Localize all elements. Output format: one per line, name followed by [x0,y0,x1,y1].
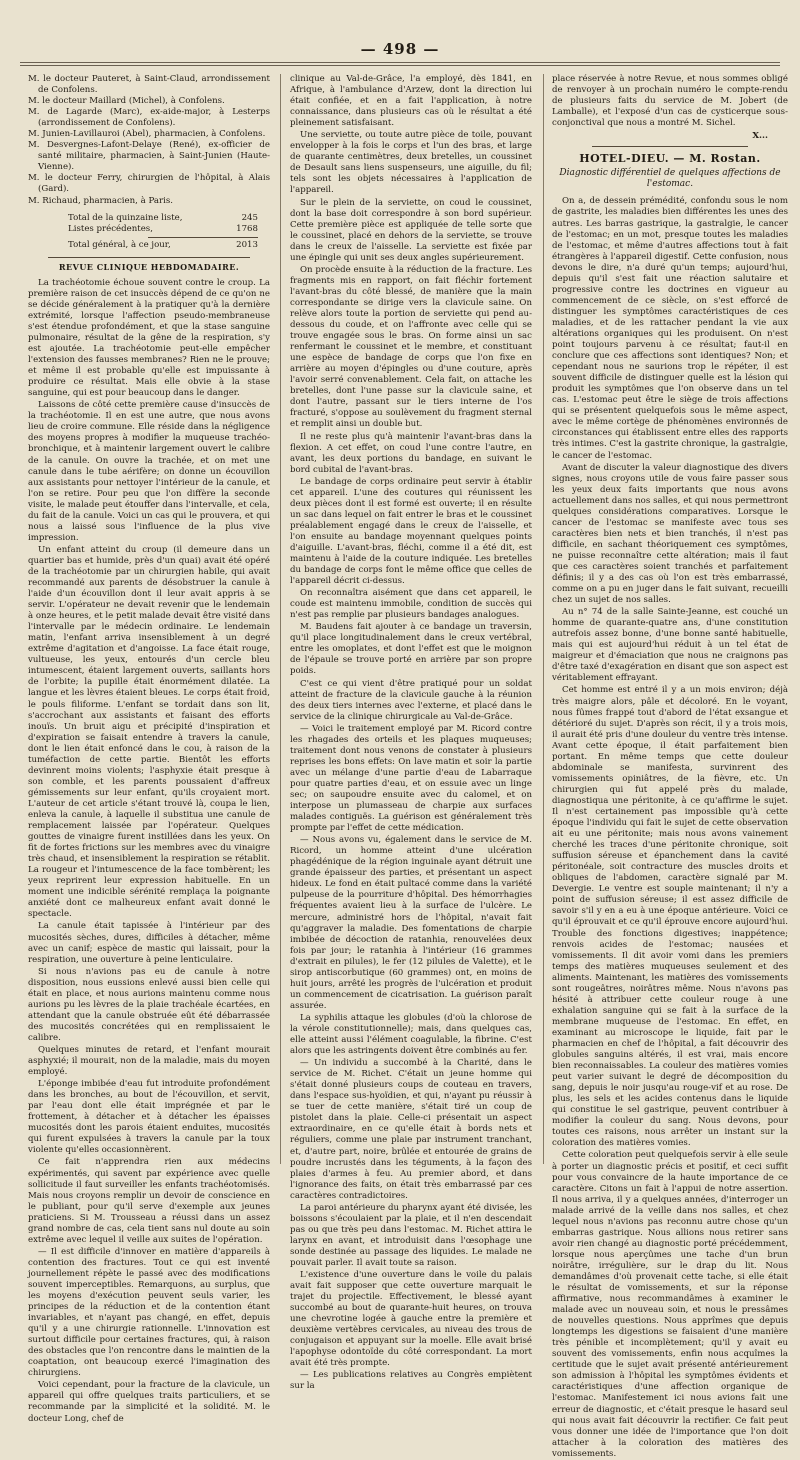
totals-label: Listes précédentes, [68,223,153,234]
totals-rule [148,237,258,238]
list-item: M. Desvergnes-Lafont-Delaye (René), ex-officier de santé militaire, pharmacien, à Saint-Junien (Haute-Vienne). [28,140,270,173]
paragraph: Cette coloration peut quelquefois servir à elle seule à porter un diagnostic précis et positif, et ceci suffit pour vous convaincre de la haute importance de ce caractère. Citons un fait à l'appui de notre assertion. Il nous arriva, il y a quelques années, d'interroger un malade arrivé de la veille dans nos salles, et chez lequel nous n'avions pas reconnu autre chose qu'un embarras gastrique. Nous allions nous retirer sans avoir rien changé au diagnostic porté précédemment, lorsque nous aperçûmes une tache d'un brun noirâtre, irrégulière, sur le drap du lit. Nous demandâmes d'où provenait cette tache, si elle était le résultat de vomissements, et sur la réponse affirmative, nous recommandâmes à examiner le malade avec un nouveau soin, et nous le pressâmes de nouvelles questions. Nous apprîmes que depuis longtemps les digestions se faisaient d'une manière très pénible et incomplètement; qu'il y avait eu souvent des vomissements, enfin nous acquîmes la certitude que le sujet avait présenté antérieurement son admission à l'hôpital les symptômes évidents et caractéristiques d'une affection organique de l'estomac. Manifestement ici nous avions fait une erreur de diagnostic, et c'était presque le hasard seul qui nous avait fait découvrir la rectifier. Ce fait peut vous donner une idée de l'importance que l'on doit attacher à la coloration des matières des vomissements. [552,1150,788,1459]
section-rule [48,257,250,258]
paragraph: Ce fait n'apprendra rien aux médecins expérimentés, qui savent par expérience avec quelle sollicitude il faut surveiller les enfants trachéotomisés. Mais nous croyons remplir un devoir de conscience en le publiant, pour qu'il serve d'exemple aux jeunes praticiens. Si M. Trousseau a réussi dans un assez grand nombre de cas, cela tient sans nul doute au soin extrême avec lequel il veille aux suites de l'opération. [28,1157,270,1245]
paragraph: Voici cependant, pour la fracture de la clavicule, un appareil qui offre quelques traits particuliers, et se recommande par la simplicité et la solidité. M. le docteur Long, chef de [28,1380,270,1424]
column-divider [543,74,544,1164]
paragraph: Si nous n'avions pas eu de canule à notre disposition, nous eussions enlevé aussi bien celle qui était en place, et nous aurions maintenu comme nous aurions pu les lèvres de la plaie trachéale écartées, en attendant que la canule obstruée eût été débarrassée des mucosités concrétées qui en remplissaient le calibre. [28,966,270,1043]
author-signature: X... [752,131,768,142]
paragraph: Un enfant atteint du croup (il demeure dans un quartier bas et humide, près d'un quai) avait été opéré de la trachéotomie par un chirurgien habile, qui avait recommandé aux parents de désobstruer la canule à l'aide d'un écouvillon dont il leur avait appris à se servir. L'opérateur ne devait revenir que le lendemain à onze heures, et le petit malade devait être visité dans l'intervalle par le médecin ordinaire. Le lendemain matin, l'enfant arriva insensiblement à un degré extrême d'agitation et d'angoisse. La face était rouge, vultueuse, les yeux, entourés d'un cercle bleu intumescent, étaient largement ouverts, saillants hors de l'orbite; la pupille était énormément dilatée. La langue et les lèvres étaient bleues. Le corps était froid, le pouls filiforme. L'enfant se tordait dans son lit, s'accrochant aux assistants et faisant des efforts inouïs. Un bruit aigu et précipité d'inspiration et d'expiration se faisait entendre à travers la canule, dont le lien était enfoncé dans le cou, à raison de la tuméfaction de cette partie. Bientôt les efforts devinrent moins violents; l'asphyxie était presque à son comble, et les parents poussaient d'affreux gémissements sur leur enfant, qu'ils croyaient mort. L'auteur de cet article s'étant trouvé là, coupa le lien, enleva la canule, à laquelle il substitua une canule de remplacement laissée par l'opérateur. Quelques gouttes de vinaigre furent instillées dans les yeux. On fit de fortes frictions sur les membres avec du vinaigre très chaud, et insensiblement la respiration se rétablit. La rougeur et l'intumescence de la face tombèrent; les yeux reprirent leur expression habituelle. En un moment une indicible sérénité remplaça la poignante anxiété dont ce malheureux enfant avait donné le spectacle. [28,544,270,920]
list-item: M. le docteur Pauteret, à Saint-Claud, arrondissement de Confolens. [28,74,270,96]
header-rule [20,62,780,63]
subscriber-list [28,74,270,207]
totals-row [28,240,270,251]
paragraph: On a, de dessein prémédité, confondu sous le nom de gastrite, les maladies bien différentes les unes des autres. Les barras gastrique, la gastralgie, le cancer de l'estomac; en un mot, presque toutes les maladies de l'estomac, et même d'autres affections tout à fait étrangères à l'appareil digestif. Cette confusion, nous devons le dire, n'a duré qu'un temps; aujourd'hui, depuis qu'il s'est fait une réaction salutaire et progressive contre les doctrines en vigueur au commencement de ce siècle, on s'est efforcé de distinguer les symptômes caractéristiques de ces maladies, et de les rattacher pendant la vie aux altérations organiques qui les produisent. On n'est point toujours parvenu à ce résultat; faut-il en conclure que ces affections sont identiques? Non; et cependant nous ne saurions trop le répéter, il est souvent difficile de distinguer quelle est la lésion qui produit les symptômes que l'on observe dans un tel cas. L'estomac peut être le siège de trois affections qui se présentent quelquefois sous le même aspect, avec le même cortège de phénomènes environnés de circonstances qui établissent entre elles des rapports très intimes. C'est la gastrite chronique, la gastralgie, le cancer de l'estomac. [552,196,788,461]
paragraph: Le bandage de corps ordinaire peut servir à établir cet appareil. L'une des coutures qui réunissent les deux pièces dont il est formé est ouverte; il en résulte un sac dans lequel on fait entrer le bras et le coussinet préalablement engagé dans le creux de l'aisselle, et l'on ensuite au bandage moyennant quelques points d'aiguille. L'avant-bras, fléchi, comme il a été dit, est maintenu à l'aide de la couture indiquée. Les bretelles du bandage de corps font le même office que celles de l'appareil décrit ci-dessus. [290,476,532,587]
paragraph: clinique au Val-de-Grâce, l'a employé, dès 1841, en Afrique, à l'ambulance d'Arzew, dont la direction lui était confiée, et en a fait l'application, à notre connaissance, dans plusieurs cas où le résultat a été pleinement satisfaisant. [290,74,532,129]
paragraph: Une serviette, ou toute autre pièce de toile, pouvant envelopper à la fois le corps et l'un des bras, et large de quarante centimètres, deux bretelles, un coussinet de Desault sans liens suspenseurs, une aiguille, du fil; tels sont les objets nécessaires à l'application de l'appareil. [290,130,532,196]
column-3 [552,74,788,1459]
totals-value: 245 [241,212,258,223]
list-item: M. le docteur Maillard (Michel), à Confolens. [28,96,225,107]
section-subtitle: Diagnostic différentiel de quelques affections de l'estomac. [559,168,781,190]
list-item: M. le docteur Ferry, chirurgien de l'hôpital, à Alais (Gard). [28,173,270,195]
totals-value: 1768 [236,223,258,234]
column-divider [280,74,281,1164]
paragraph: place réservée à notre Revue, et nous sommes obligé de renvoyer à un prochain numéro le compte-rendu de plusieurs faits du service de M. Jobert (de Lamballe), et l'exposé d'un cas de cysticerque sous-conjonctival que nous a montré M. Sichel. [552,74,788,129]
paragraph: Au n° 74 de la salle Sainte-Jeanne, est couché un homme de quarante-quatre ans, d'une constitution autrefois assez bonne, d'une bonne santé habituelle, mais qui est aujourd'hui réduit à un tel état de maigreur et d'émaciation que nous ne craignons pas d'être taxé d'exagération en disant que son aspect est véritablement effrayant. [552,607,788,684]
paragraph: Il ne reste plus qu'à maintenir l'avant-bras dans la flexion. A cet effet, on coud l'une contre l'autre, en avant, les deux portions du bandage, en suivant le bord cubital de l'avant-bras. [290,431,532,475]
totals-value: 2013 [236,239,258,250]
section-title: REVUE CLINIQUE HEBDOMADAIRE. [58,261,240,272]
section-title: HOTEL-DIEU. — M. Rostan. [579,152,761,166]
totals-row [28,213,270,224]
totals-table [28,213,270,251]
list-item: M. Junien-Lavillauroi (Abel), pharmacien, à Confolens. [28,129,266,140]
paragraph: — Nous avons vu, également dans le service de M. Ricord, un homme atteint d'une ulcération phagédénique de la région inguinale ayant détruit une grande épaisseur des parties, et présentant un aspect hideux. Le fond en était pultacé comme dans la variété pulpeuse de la pourriture d'hôpital. Des hémorrhagies fréquentes avaient lieu à la surface de l'ulcère. Le mercure, administré hors de l'hôpital, n'avait fait qu'aggraver la maladie. Des fomentations de charpie imbibée de décoction de ratanhia, renouvelées deux fois par jour; le ratanhia à l'intérieur (16 grammes d'extrait en pilules), le fer (12 pilules de Valette), et le sirop antiscorbutique (60 grammes) ont, en moins de huit jours, arrêté les progrès de l'ulcération et produit un commencement de cicatrisation. La guérison paraît assurée. [290,835,532,1011]
totals-label: Total de la quinzaine liste, [68,212,183,223]
column-2 [290,74,532,1392]
paragraph: Quelques minutes de retard, et l'enfant mourait asphyxié; il mourait, non de la maladie, mais du moyen employé. [28,1044,270,1078]
paragraph: La paroi antérieure du pharynx ayant été divisée, les boissons s'écoulaient par la plaie, et il n'en descendait pas ou que très peu dans l'estomac. M. Richet attira le larynx en avant, et introduisit dans l'œsophage une sonde destinée au passage des liquides. Le malade ne pouvait parler. Il avait toute sa raison. [290,1202,532,1268]
list-item: M. de Lagarde (Marc), ex-aide-major, à Lesterps (arrondissement de Confolens). [28,107,270,129]
paragraph: C'est ce qui vient d'être pratiqué pour un soldat atteint de fracture de la clavicule gauche à la réunion des deux tiers internes avec l'externe, et placé dans le service de la clinique chirurgicale au Val-de-Grâce. [290,678,532,722]
paragraph: La canule était tapissée à l'intérieur par des mucosités sèches, dures, difficiles à détacher, même avec un canif; espèce de mastic qui laissait, pour la respiration, une ouverture à peine lenticulaire. [28,921,270,965]
header-rule-double [20,65,780,66]
totals-label: Total général, à ce jour, [68,239,171,250]
paragraph: M. Baudens fait ajouter à ce bandage un traversin, qu'il place longitudinalement dans le creux vertébral, entre les omoplates, et dont l'effet est que le moignon de l'épaule se trouve porté en arrière par son propre poids. [290,622,532,677]
paragraph: L'existence d'une ouverture dans le voile du palais avait fait supposer que cette ouverture marquait le trajet du projectile. Effectivement, le blessé ayant succombé au bout de quarante-huit heures, on trouva une chevrotine logée à gauche entre la première et deuxième vertèbres cervicales, au niveau des trous de conjugaison et appuyant sur la moelle. Elle avait brisé l'apophyse odontoïde du côté correspondant. La mort avait été très prompte. [290,1270,532,1369]
paragraph: — Voici le traitement employé par M. Ricord contre les rhagades des orteils et les plaques muqueuses; traitement dont nous venons de constater à plusieurs reprises les bons effets: On lave matin et soir la partie avec un mélange d'une partie d'eau de Labarraque pour quatre parties d'eau, et on essuie avec un linge sec; on saupoudre ensuite avec du calomel, et on interpose un plumasseau de charpie aux surfaces malades contiguës. La guérison est généralement très prompte par l'effet de cette médication. [290,723,532,834]
page-number: — 498 — [360,40,440,58]
paragraph: L'éponge imbibée d'eau fut introduite profondément dans les bronches, au bout de l'écouvillon, et servit, par l'eau dont elle était imprégnée et par le frottement, à détacher et à détacher les épaisses mucosités dont les parois étaient enduites, mucosités qui furent expulsées à travers la canule par la toux violente qu'elles occasionnèrent. [28,1079,270,1156]
paragraph: On procède ensuite à la réduction de la fracture. Les fragments mis en rapport, on fait fléchir fortement l'avant-bras du côté blessé, de manière que la main correspondante se dirige vers la clavicule saine. On relève alors toute la portion de serviette qui pend au-dessous du coude, et on l'affronte avec celle qui se trouve engagée sous le bras. On forme ainsi un sac renfermant le coussinet et le membre, et constituant une espèce de bandage de corps que l'on fixe en arrière au moyen d'épingles ou d'une couture, après l'avoir serré convenablement. Cela fait, on attache les bretelles, dont l'une passe sur la clavicule saine, et dont l'autre, passant sur le tiers interne de l'os fracturé, s'oppose au soulèvement du fragment sternal et remplit ainsi un double but. [290,264,532,430]
list-item: M. Richaud, pharmacien, à Paris. [28,195,174,206]
paragraph: Laissons de côté cette première cause d'insuccès de la trachéotomie. Il en est une autre, que nous avons lieu de croire commune. Elle réside dans la négligence des moyens propres à modifier la muqueuse trachéo-bronchique, et à maintenir largement ouvert le calibre de la canule. On ouvre la trachée, et on met une canule dans le tube aérifère; on donne un écouvillon aux assistants pour nettoyer l'intérieur de la canule, et l'on se retire. Pour peu que l'on diffère la seconde visite, le malade peut étouffer dans l'intervalle, et cela, du fait de la canule. Voici un cas qui le prouvera, et qui nous a laissé sous l'influence de la plus vive impression. [28,400,270,543]
column-1 [28,74,270,1424]
paragraph: La syphilis attaque les globules (d'où la chlorose de la vérole constitutionnelle); mais, dans quelques cas, elle atteint aussi l'élément coagulable, la fibrine. C'est alors que les astringents doivent être combinés au fer. [290,1012,532,1057]
totals-row [28,224,270,235]
paragraph: — Les publications relatives au Congrès empiètent sur la [290,1370,532,1392]
paragraph: La trachéotomie échoue souvent contre le croup. La première raison de cet insuccès dépend de ce qu'on ne se décide généralement à la pratiquer qu'à la dernière extrémité, lorsque l'affection pseudo-membraneuse s'est étendue profondément, et que la stase sanguine pulmonaire, résultat de la gêne de la respiration, s'y est ajoutée. La trachéotomie peut-elle empêcher l'extension des fausses membranes? Rien ne le prouve; et même il est probable qu'elle est impuissante à produire ce résultat. Mais elle obvie à la stase sanguine, qui est pour beaucoup dans le danger. [28,277,270,399]
paragraph: Cet homme est entré il y a un mois environ; déjà très maigre alors, pâle et décoloré. En le voyant, nous fûmes frappé tout d'abord de l'état exsangue et détérioré du sujet. D'après son récit, il y a trois mois, il aurait été pris d'une douleur du ventre très intense. Avant cette époque, il était parfaitement bien portant. En même temps que cette douleur abdominale se manifesta, survinrent des vomissements opiniâtres, de la fièvre, etc. Un chirurgien qui fut appelé près du malade, diagnostiqua une péritonite, à ce qu'affirme le sujet. Il n'est certainement pas impossible qu'à cette époque l'individu qui fait le sujet de cette observation ait eu une péritonite; mais nous avons vainement cherché les traces d'une péritonite chronique, soit suffusion séreuse et épanchement dans la cavité péritonéale, soit contracture des muscles droits et obliques de l'abdomen, caractère signalé par M. Devergie. Le ventre est souple maintenant; il n'y a point de suffusion séreuse; il est assez difficile de savoir s'il y en a eu à une époque antérieure. Voici ce qu'il éprouvait et ce qu'il éprouve encore aujourd'hui. Trouble des fonctions digestives; inappétence; renvois acides de l'estomac; nausées et vomissements. Il dit avoir vomi dans les premiers temps des matières muqueuses seulement et des aliments. Maintenant, les matières des vomissements sont rougeâtres, noirâtres même. Nous n'avons pas hésité à attribuer cette couleur rouge à une exhalation sanguine qui se fait à la surface de la membrane muqueuse de l'estomac. En effet, en examinant au microscope le liquide, fait par le pharmacien en chef de l'hôpital, a fait découvrir des globules sanguins altérés, il est vrai, mais encore bien reconnaissables. La couleur des matières vomies peut varier suivant le degré de décomposition du sang, depuis le noir jusqu'au rouge-vif et au rose. De plus, les sels et les acides contenus dans le liquide qui constitue le sel gastrique, peuvent contribuer à modifier la couleur du sang. Nous devons, pour toutes ces raisons, nous arrêter un instant sur la coloration des matières vomies. [552,685,788,1149]
paragraph: Sur le plein de la serviette, on coud le coussinet, dont la base doit correspondre à son bord supérieur. Cette première pièce est appliquée de telle sorte que le coussinet, placé en dehors de la serviette, se trouve dans le creux de l'aisselle. La serviette est fixée par une épingle qui unit ses deux angles supérieurement. [290,197,532,263]
section-rule [592,146,748,147]
paragraph: On reconnaîtra aisément que dans cet appareil, le coude est maintenu immobile, condition de succès qui n'est pas remplie par plusieurs bandages analogues. [290,588,532,621]
paragraph: — Il est difficile d'innover en matière d'appareils à contention des fractures. Tout ce qui est inventé journellement répète le passé avec des modifications souvent imperceptibles. Remarquons, au surplus, que les moyens d'exécution peuvent seuls varier, les principes de la réduction et de la contention étant invariables, et n'ayant pas changé, en effet, depuis qu'il y a une chirurgie rationnelle. L'innovation est surtout difficile pour certaines fractures, qui, à raison des obstacles que l'on rencontre dans le maintien de la coaptation, ont beaucoup exercé l'imagination des chirurgiens. [28,1246,270,1379]
paragraph: — Un individu a succombé à la Charité, dans le service de M. Richet. C'était un jeune homme qui s'était donné plusieurs coups de couteau en travers, dans l'espace sus-hyoïdien, et qui, n'ayant pu réussir à se tuer de cette manière, s'était tiré un coup de pistolet dans la plaie. Celle-ci présentait un aspect extraordinaire, en ce qu'elle était à bords nets et réguliers, comme une plaie par instrument tranchant, et, d'autre part, noire, brûlée et entourée de grains de poudre incrustés dans les téguments, à la façon des plaies d'armes à feu. Au premier abord, et dans l'ignorance des faits, on était très embarrassé par ces caractères contradictoires. [290,1058,532,1201]
paragraph: Avant de discuter la valeur diagnostique des divers signes, nous croyons utile de vous faire passer sous les yeux deux faits importants que nous avons actuellement dans nos salles, et qui nous permettront quelques considérations comparatives. Lorsque le cancer de l'estomac se manifeste avec tous ses caractères bien nets et bien tranchés, il n'est pas difficile, en sachant théoriquement ces symptômes, ne puisse reconnaître cette altération; mais il faut que ces caractères soient tranchés et parfaitement définis; il y a des cas où l'on est très embarrassé, comme on a pu en juger dans le fait suivant, recueilli chez un sujet de nos salles. [552,462,788,606]
